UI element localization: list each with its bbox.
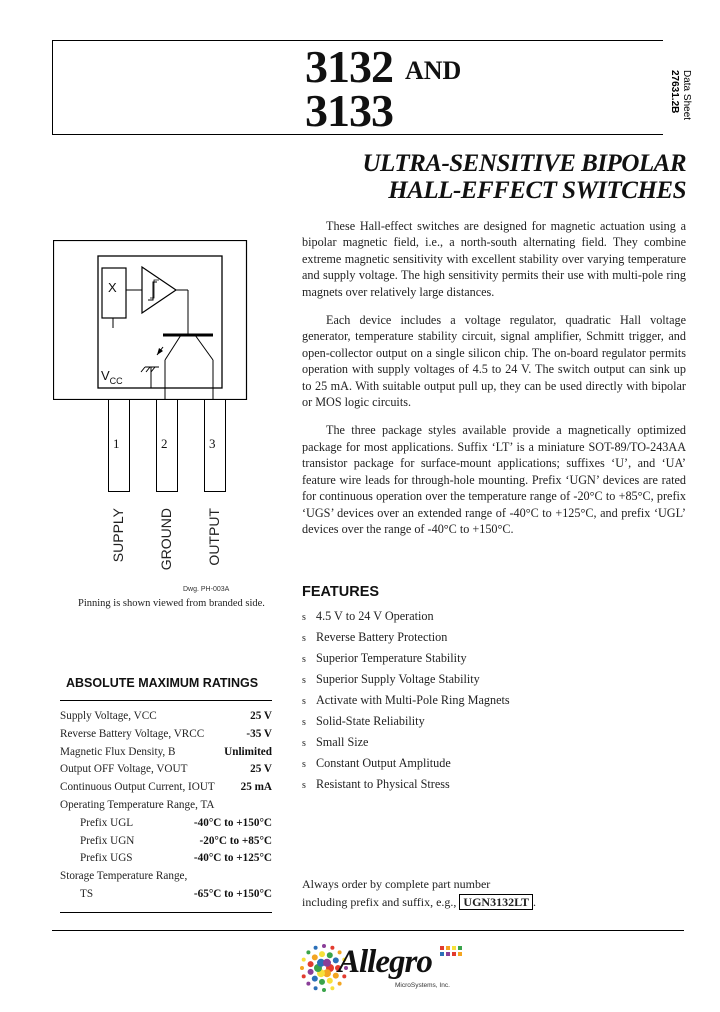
logo-dot [306, 982, 310, 986]
order-note-line2 [302, 893, 536, 911]
drawing-number: Dwg. PH-003A [183, 586, 230, 593]
list-item [302, 606, 510, 627]
features-list [302, 606, 510, 795]
bullet: s [302, 717, 306, 728]
logo-dot [327, 952, 333, 958]
rating-label: Prefix UGN [80, 834, 135, 847]
pin-label-supply: SUPPLY [110, 508, 126, 563]
list-item [302, 669, 510, 690]
logo-dot [308, 969, 314, 975]
rating-row [60, 708, 272, 726]
order-example: UGN3132LT [459, 894, 533, 910]
logo-dot [306, 950, 310, 954]
logo-square [440, 946, 444, 950]
feature-text: Constant Output Amplitude [316, 756, 451, 770]
feature-text: Activate with Multi-Pole Ring Magnets [316, 693, 510, 707]
data-sheet-label [668, 70, 692, 120]
logo-square [446, 946, 450, 950]
feature-text: 4.5 V to 24 V Operation [316, 609, 434, 623]
bullet: s [302, 612, 306, 623]
rating-row [60, 797, 272, 815]
product-title-line1: ULTRA-SENSITIVE BIPOLAR [362, 150, 686, 177]
logo-dot [314, 946, 318, 950]
order-note-end: . [533, 895, 536, 909]
logo-dot [308, 961, 314, 967]
allegro-logo: Allegro [338, 944, 432, 980]
logo-dot [323, 959, 331, 967]
bullet: s [302, 780, 306, 791]
rating-row [60, 779, 272, 797]
list-item [302, 690, 510, 711]
feature-text: Solid-State Reliability [316, 714, 425, 728]
bullet: s [302, 633, 306, 644]
rating-row [60, 726, 272, 744]
rating-label: Reverse Battery Voltage, VRCC [60, 727, 205, 740]
logo-square [452, 946, 456, 950]
rating-value: -40°C to +125°C [193, 852, 272, 865]
vcc-label-v: V [101, 368, 110, 383]
ratings-rule-top [60, 700, 272, 701]
logo-dot [312, 976, 318, 982]
pinning-note: Pinning is shown viewed from branded side. [78, 598, 265, 609]
list-item [302, 711, 510, 732]
rating-value: 25 V [250, 710, 272, 722]
data-sheet-text: Data Sheet [681, 70, 692, 121]
rating-label: Continuous Output Current, IOUT [60, 781, 215, 794]
order-note-line1: Always order by complete part number [302, 877, 491, 891]
logo-dot [330, 986, 334, 990]
description-paragraph-1: These Hall-effect switches are designed for magnetic actuation using a bipolar magnetic field, i.e., a north-south alternating field. They combine extreme magnetic sensitivity with excellent stability over varying temperature and supply voltage. The high sensitivity permits their use with multi-pole ring magnets over relatively large distances. [302, 219, 686, 299]
logo-dot [338, 982, 342, 986]
logo-dot [327, 978, 333, 984]
bullet: s [302, 696, 306, 707]
product-title [362, 150, 686, 204]
rating-label: Output OFF Voltage, VOUT [60, 763, 188, 776]
rating-value: -20°C to +85°C [199, 834, 272, 847]
data-sheet-number: 27631.2B [669, 70, 680, 114]
pin-label-ground: GROUND [158, 508, 174, 571]
rating-row [60, 886, 272, 904]
rating-label: TS [80, 887, 94, 900]
feature-text: Reverse Battery Protection [316, 630, 448, 644]
pin-label-output: OUTPUT [206, 508, 222, 566]
rating-row [60, 761, 272, 779]
features-heading: FEATURES [302, 584, 380, 600]
logo-dot [312, 954, 318, 960]
description-paragraph-2: Each device includes a voltage regulator, quadratic Hall voltage generator, temperature stability circuit, signal amplifier, Schmitt trigger, and open-collector output on a single silicon chip. The on-board regulator permits operation with supply voltages of 4.5 to 24 V. The switch output can sink up to 25 mA. With suitable output pull up, they can be used directly with bipolar or MOS logic circuits. [302, 313, 686, 410]
pin-1-number: 1 [113, 436, 120, 451]
bullet: s [302, 675, 306, 686]
list-item [302, 774, 510, 795]
rating-value: 25 V [250, 763, 272, 776]
rating-row [60, 815, 272, 833]
order-note-text: including prefix and suffix, e.g., [302, 895, 457, 909]
order-note [302, 875, 536, 911]
feature-text: Small Size [316, 735, 369, 749]
description [302, 218, 686, 549]
logo-dot [330, 946, 334, 950]
logo-dot [319, 979, 325, 985]
feature-text: Superior Temperature Stability [316, 651, 467, 665]
rating-value: -65°C to +150°C [193, 887, 272, 900]
pin-3-number: 3 [209, 436, 216, 451]
bullet: s [302, 738, 306, 749]
ratings-heading: ABSOLUTE MAXIMUM RATINGS [66, 676, 259, 690]
rating-row [60, 850, 272, 868]
list-item [302, 627, 510, 648]
rating-label: Supply Voltage, VCC [60, 710, 157, 722]
footer-rule [52, 930, 684, 931]
logo-dot [319, 951, 325, 957]
list-item [302, 753, 510, 774]
rating-label: Prefix UGL [80, 816, 134, 829]
rating-value: -35 V [246, 727, 272, 740]
logo-square [458, 952, 462, 956]
ratings-table [60, 708, 272, 904]
rating-value: 25 mA [240, 781, 272, 794]
logo-dot [322, 988, 326, 992]
logo-dot [314, 986, 318, 990]
logo-square [446, 952, 450, 956]
logo-square [452, 952, 456, 956]
list-item [302, 648, 510, 669]
ratings-rule-bottom [60, 912, 272, 913]
rating-label: Operating Temperature Range, TA [60, 798, 215, 811]
package-diagram [53, 240, 253, 400]
vcc-label-sub: CC [109, 376, 123, 386]
allegro-subtitle: MicroSystems, Inc. [395, 982, 450, 989]
rating-label: Storage Temperature Range, [60, 870, 188, 883]
product-title-line2: HALL-EFFECT SWITCHES [388, 177, 686, 204]
description-paragraph-3: The three package styles available provide a magnetically optimized package for most applications. Suffix ‘LT’ is a miniature SOT-89/TO-243AA transistor package for surface-mount applications; suffixes ‘U’, and ‘UA’ feature wire leads for through-hole mounting. Prefix ‘UGN’ devices are rated for continuous operation over the temperature range of -20°C to +85°C, prefix ‘UGS’ devices over an extended range of -40°C to +125°C, and prefix ‘UGL’ devices over the range of -40°C to +150°C. [302, 423, 686, 536]
rating-row [60, 833, 272, 851]
rating-row [60, 744, 272, 762]
rating-label: Magnetic Flux Density, B [60, 745, 176, 758]
hall-element-label: X [108, 280, 117, 295]
bullet: s [302, 654, 306, 665]
feature-text: Superior Supply Voltage Stability [316, 672, 480, 686]
pin-2-number: 2 [161, 436, 168, 451]
part-and: AND [405, 56, 462, 85]
rating-label: Prefix UGS [80, 852, 133, 865]
rating-row [60, 868, 272, 886]
rating-value: -40°C to +150°C [193, 816, 272, 829]
logo-dot [322, 944, 326, 948]
feature-text: Resistant to Physical Stress [316, 777, 450, 791]
part-number-3133: 3133 [305, 85, 393, 136]
logo-dot [302, 974, 306, 978]
rating-value: Unlimited [224, 745, 272, 758]
logo-dot [300, 966, 304, 970]
part-number-3132: 3132 [305, 41, 393, 92]
bullet: s [302, 759, 306, 770]
logo-dot [302, 958, 306, 962]
logo-square [440, 952, 444, 956]
logo-square [458, 946, 462, 950]
vcc-label [101, 368, 123, 386]
list-item [302, 732, 510, 753]
package-diagram-svg [53, 240, 253, 400]
